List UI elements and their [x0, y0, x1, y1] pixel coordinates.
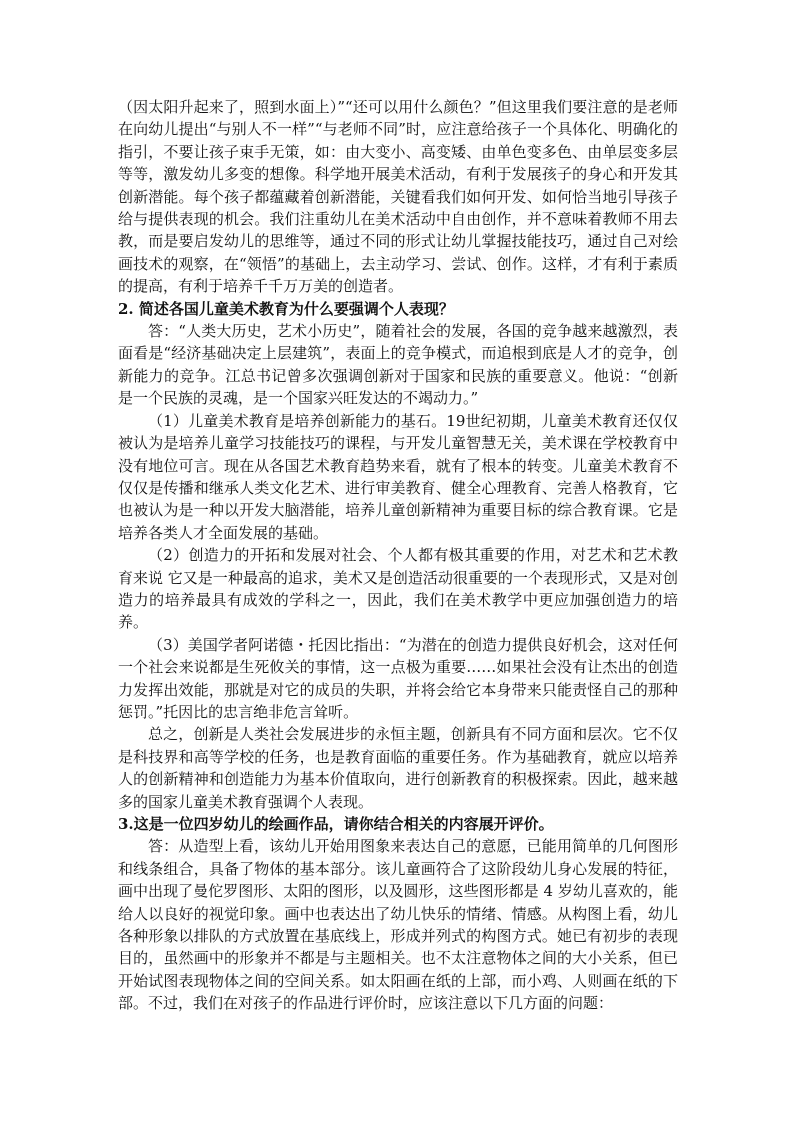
answer-3: 答：从造型上看，该幼儿开始用图象来表达自己的意愿，已能用简单的几何图形和线条组合，具备了物体的基本部分。该儿童画符合了这阶段幼儿身心发展的特征，画中出现了曼佗罗图形、太阳的图形，以及圆形，这些图形都是 4 岁幼儿喜欢的，能给人以良好的视觉印象。画中也表达出了幼儿快乐的情绪、情感。从构图上看，幼儿各种形象以排队的方式放置在基底线上，形成并列式的构图方式。她已有初步的表现目的，虽然画中的形象并不都是与主题相关。也不太注意物体之间的大小关系，但已开始试图表现物体之间的空间关系。如太阳画在纸的上部，而小鸡、人则画在纸的下部。不过，我们在对孩子的作品进行评价时，应该注意以下几方面的问题：	[118, 837, 678, 1013]
answer-2-point-1: （1）儿童美术教育是培养创新能力的基石。19世纪初期，儿童美术教育还仅仅被认为是培养儿童学习技能技巧的课程，与开发儿童智慧无关，美术课在学校教育中没有地位可言。现在从各国艺术教育趋势来看，就有了根本的转变。儿童美术教育不仅仅是传播和继承人类文化艺术、进行审美教育、健全心理教育、完善人格教育，它也被认为是一种以开发大脑潜能，培养儿童创新精神为重要目标的综合教育课。它是培养各类人才全面发展的基础。	[118, 411, 678, 542]
answer-2-summary: 总之，创新是人类社会发展进步的永恒主题，创新具有不同方面和层次。它不仅是科技界和高等学校的任务，也是教育面临的重要任务。作为基础教育，就应以培养人的创新精神和创造能力为基本价值取向，进行创新教育的积极探索。因此，越来越多的国家儿童美术教育强调个人表现。	[118, 725, 678, 811]
answer-2-point-3: （3）美国学者阿诺德・托因比指出：“为潜在的创造力提供良好机会，这对任何一个社会来说都是生死攸关的事情，这一点极为重要……如果社会没有让杰出的创造力发挥出效能，那就是对它的成员的失职，并将会给它本身带来只能责怪自己的那种惩罚。”托因比的忠言绝非危言耸听。	[118, 635, 678, 721]
question-2-heading: 2. 简述各国儿童美术教育为什么要强调个人表现？	[118, 299, 454, 318]
paragraph-continued: （因太阳升起来了，照到水面上）”“还可以用什么颜色？”但这里我们要注意的是老师在向幼儿提出“与别人不一样”“与老师不同”时，应注意给孩子一个具体化、明确化的指引，不要让孩子束手无策，如：由大变小、高变矮、由单色变多色、由单层变多层等等，激发幼儿多变的想像。科学地开展美术活动，有利于发展孩子的身心和开发其创新潜能。每个孩子都蕴藏着创新潜能，关键看我们如何开发、如何恰当地引导孩子给与提供表现的机会。我们注重幼儿在美术活动中自由创作，并不意味着教师不用去教，而是要启发幼儿的思维等，通过不同的形式让幼儿掌握技能技巧，通过自己对绘画技术的观察，在“领悟”的基础上，去主动学习、尝试、创作。这样，才有利于素质的提高，有利于培养千千万万美的创造者。	[118, 98, 678, 296]
question-3-heading: 3.这是一位四岁幼儿的绘画作品，请你结合相关的内容展开评价。	[118, 815, 554, 833]
answer-2-intro: 答：“人类大历史，艺术小历史”，随着社会的发展，各国的竞争越来越激烈，表面看是“经济基础决定上层建筑”，表面上的竞争模式，而追根到底是人才的竞争，创新能力的竞争。江总书记曾多次强调创新对于国家和民族的重要意义。他说：“创新是一个民族的灵魂，是一个国家兴旺发达的不竭动力。”	[118, 322, 678, 408]
answer-2-point-2: （2）创造力的开拓和发展对社会、个人都有极其重要的作用，对艺术和艺术教育来说 它又是一种最高的追求，美术又是创造活动很重要的一个表现形式，又是对创造力的培养最具有成效的学科之一，因此，我们在美术教学中更应加强创造力的培养。	[118, 546, 678, 632]
document-body	[118, 96, 678, 1015]
